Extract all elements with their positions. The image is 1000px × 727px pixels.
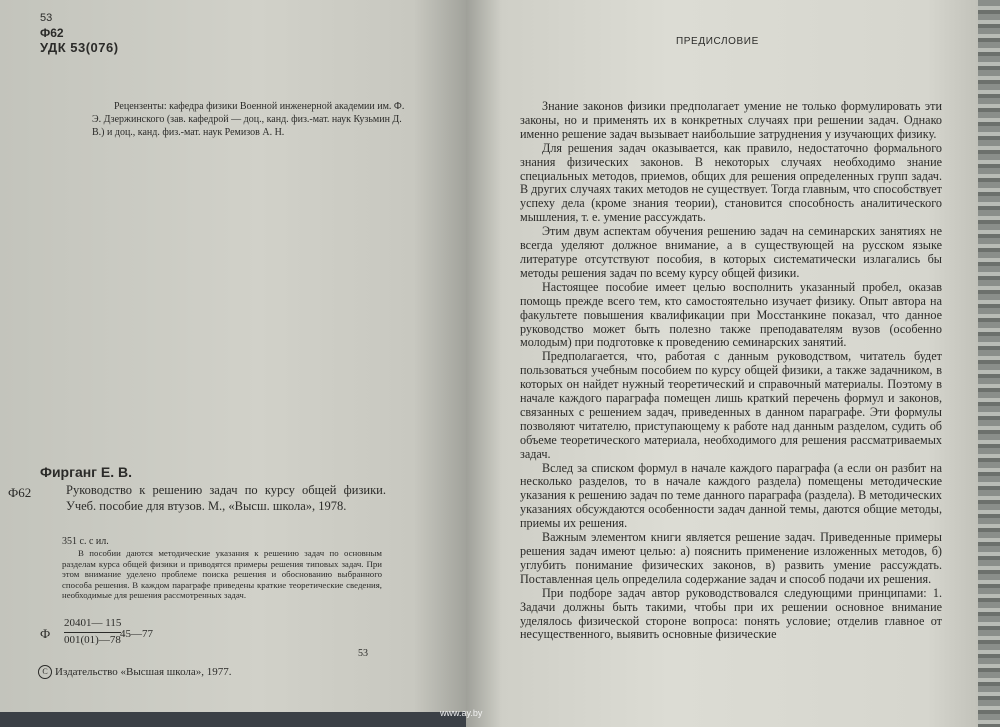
paragraph: Знание законов физики предполагает умение не только формулировать эти законы, но и применять их в конкретных случаях при решении задач. Однако именно решение задач вызывает наибольшие затруднения у изучающих физику. [520, 99, 942, 141]
background-fabric [978, 0, 1000, 727]
book-description: Руководство к решению задач по курсу общей физики. Учеб. пособие для втузов. М., «Высш. школа», 1978. [66, 483, 386, 513]
paragraph: Для решения задач оказывается, как правило, недостаточно формального знания физических законов. В некоторых случаях необходимо знание специальных методов, приемов, общих для решения определенных групп задач. В других случаях таких методов не существует. Тогда главным, что способствует успеху дела (кроме знания теории), становится способность аналитического мышления, т. е. умение рассуждать. [520, 140, 942, 225]
reviewers-text: Рецензенты: кафедра физики Военной инженерной академии им. Ф. Э. Дзержинского (зав. кафедрой — доц., канд. физ.-мат. наук Кузьмин Д. В.) и доц., канд. физ.-мат. наук Ремизов А. Н. [92, 101, 405, 138]
catalog-code: Ф62 [8, 485, 32, 500]
page-title: ПРЕДИСЛОВИЕ [676, 36, 759, 47]
code-bottom: Ф62 [40, 26, 64, 40]
pages-info: 351 с. с ил. [62, 536, 109, 547]
paragraph: Вслед за списком формул в начале каждого параграфа (а если он разбит на несколько разделов, то в начале каждого раздела) помещены методические указания к решению задач по теме данного параграфа (раздела). В методических указаниях обсуждаются особенности задач данной темы, даются общие методы, приемы их решения. [520, 460, 942, 531]
price-letter: Ф [40, 626, 51, 641]
author-name: Фирганг Е. В. [40, 464, 133, 480]
paragraph: Настоящее пособие имеет целью восполнить указанный пробел, оказав помощь прежде всего тем, кто самостоятельно изучает физику. Опыт автора на факультете повышения квалификации при Мосстанкине показал, что данное руководство может быть полезно также преподавателям вузов (особенно молодым) при подготовке к проведению семинарских занятий. [520, 279, 942, 350]
price-denominator: 001(01)—78 [64, 634, 121, 646]
watermark-text: www.ay.by [440, 708, 483, 718]
table-edge [0, 712, 470, 727]
copyright-text: Издательство «Высшая школа», 1977. [55, 666, 232, 678]
paragraph: Этим двум аспектам обучения решению задач на семинарских занятиях не всегда уделяют должное внимание, а в существующей на русском языке литературе отсутствуют пособия, в которых систематически излагались бы методы решения задач по всему курсу общей физики. [520, 224, 942, 280]
right-page [466, 0, 978, 727]
preface-body [520, 100, 942, 642]
price-numerator: 20401— 115 [64, 617, 122, 629]
page-number: 53 [358, 648, 368, 659]
paragraph: При подборе задач автор руководствовался следующими принципами: 1. Задачи должны быть такими, чтобы при их решении основное внимание уделялось физической стороне вопроса: понять условие; отделив главное от несущественного, выявить основные физические [520, 585, 942, 642]
copyright-line [38, 665, 232, 679]
paragraph: Важным элементом книги является решение задач. Приведенные примеры решения задач имеют целью: а) пояснить применение изложенных методов, б) углубить понимание физических законов, в) развить умение рассуждать. Поставленная цель определила содержание задач и способ подачи их решения. [520, 530, 942, 586]
code-top: 53 [40, 12, 53, 24]
price-tail: 45—77 [120, 628, 153, 640]
annotation-text: В пособии даются методические указания к решению задач по основным разделам курса общей физики и приводятся примеры решения типовых задач. При этом внимание уделено проблеме поиска решения и обоснованию выбранного способа решения. В каждом параграфе приведены краткие теоретические сведения, необходимые для решения рассмотренных задач. [62, 548, 382, 600]
udk-code: УДК 53(076) [40, 40, 119, 55]
left-page [0, 0, 470, 727]
paragraph: Предполагается, что, работая с данным руководством, читатель будет пользоваться учебным пособием по курсу общей физики, а также задачником, в которых он найдет нужный теоретический и справочный материалы. Поэтому в начале каждого параграфа помещен лишь краткий перечень формул и законов, связанных с решением задач, приведенных в данном параграфе. Эти формулы позволяют читателю, приступающему к работе над данным разделом, судить об объеме теоретического материала, необходимого для решения рассматриваемых задач. [520, 349, 942, 461]
copyright-icon: C [38, 665, 52, 679]
